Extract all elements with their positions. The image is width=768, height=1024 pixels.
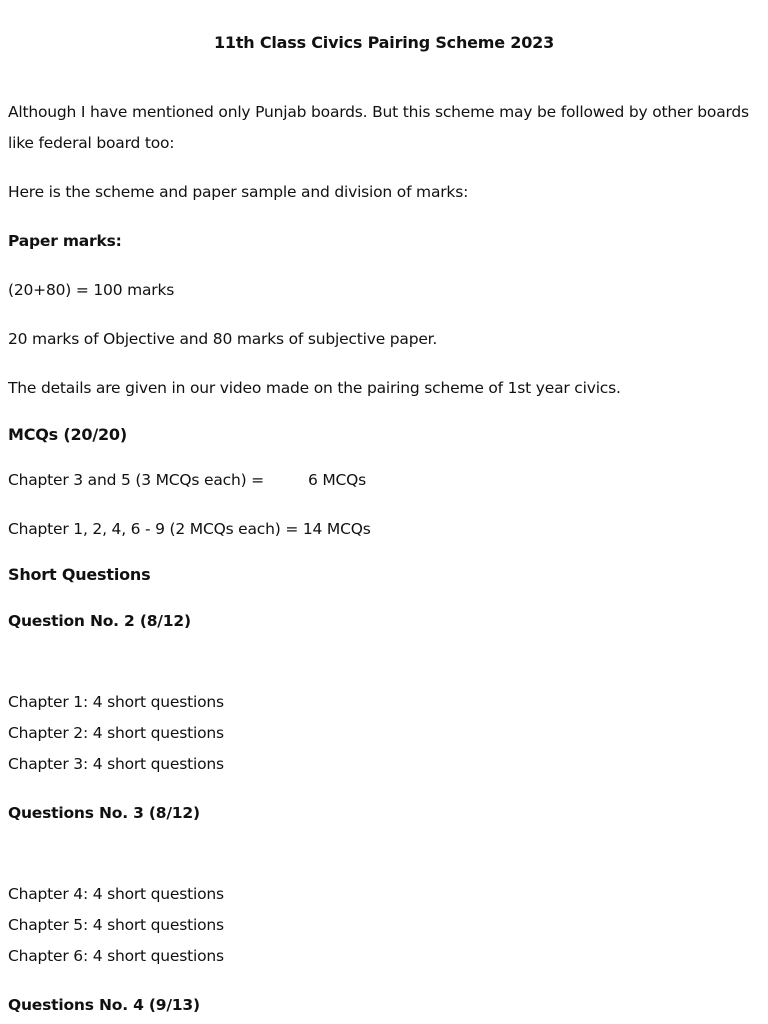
q2-list-item: Chapter 3: 4 short questions	[8, 755, 224, 773]
paper-marks-heading: Paper marks:	[8, 232, 122, 250]
q2-list-item: Chapter 2: 4 short questions	[8, 724, 224, 742]
mcqs-row-2: Chapter 1, 2, 4, 6 - 9 (2 MCQs each) = 14 MCQs	[8, 520, 371, 538]
q3-list-item: Chapter 4: 4 short questions	[8, 885, 224, 903]
question-2-heading: Question No. 2 (8/12)	[8, 612, 191, 630]
intro-line-1: Although I have mentioned only Punjab boards. But this scheme may be followed by other boards	[8, 103, 749, 121]
short-questions-heading: Short Questions	[8, 565, 151, 584]
q3-list-item: Chapter 6: 4 short questions	[8, 947, 224, 965]
q2-list-item: Chapter 1: 4 short questions	[8, 693, 224, 711]
paper-marks-split: 20 marks of Objective and 80 marks of subjective paper.	[8, 330, 438, 348]
mcqs-row-1-label: Chapter 3 and 5 (3 MCQs each) =	[8, 471, 264, 489]
video-note: The details are given in our video made on the pairing scheme of 1st year civics.	[8, 379, 621, 397]
intro-line-2: like federal board too:	[8, 134, 175, 152]
mcqs-row-1-value: 6 MCQs	[307, 471, 367, 489]
paper-marks-total: (20+80) = 100 marks	[8, 281, 175, 299]
question-3-heading: Questions No. 3 (8/12)	[8, 804, 200, 822]
document-title: 11th Class Civics Pairing Scheme 2023	[213, 33, 555, 52]
mcqs-row-1	[8, 470, 366, 490]
question-4-heading: Questions No. 4 (9/13)	[8, 996, 200, 1014]
scheme-note: Here is the scheme and paper sample and division of marks:	[8, 183, 469, 201]
q3-list-item: Chapter 5: 4 short questions	[8, 916, 224, 934]
mcqs-heading: MCQs (20/20)	[8, 425, 127, 444]
